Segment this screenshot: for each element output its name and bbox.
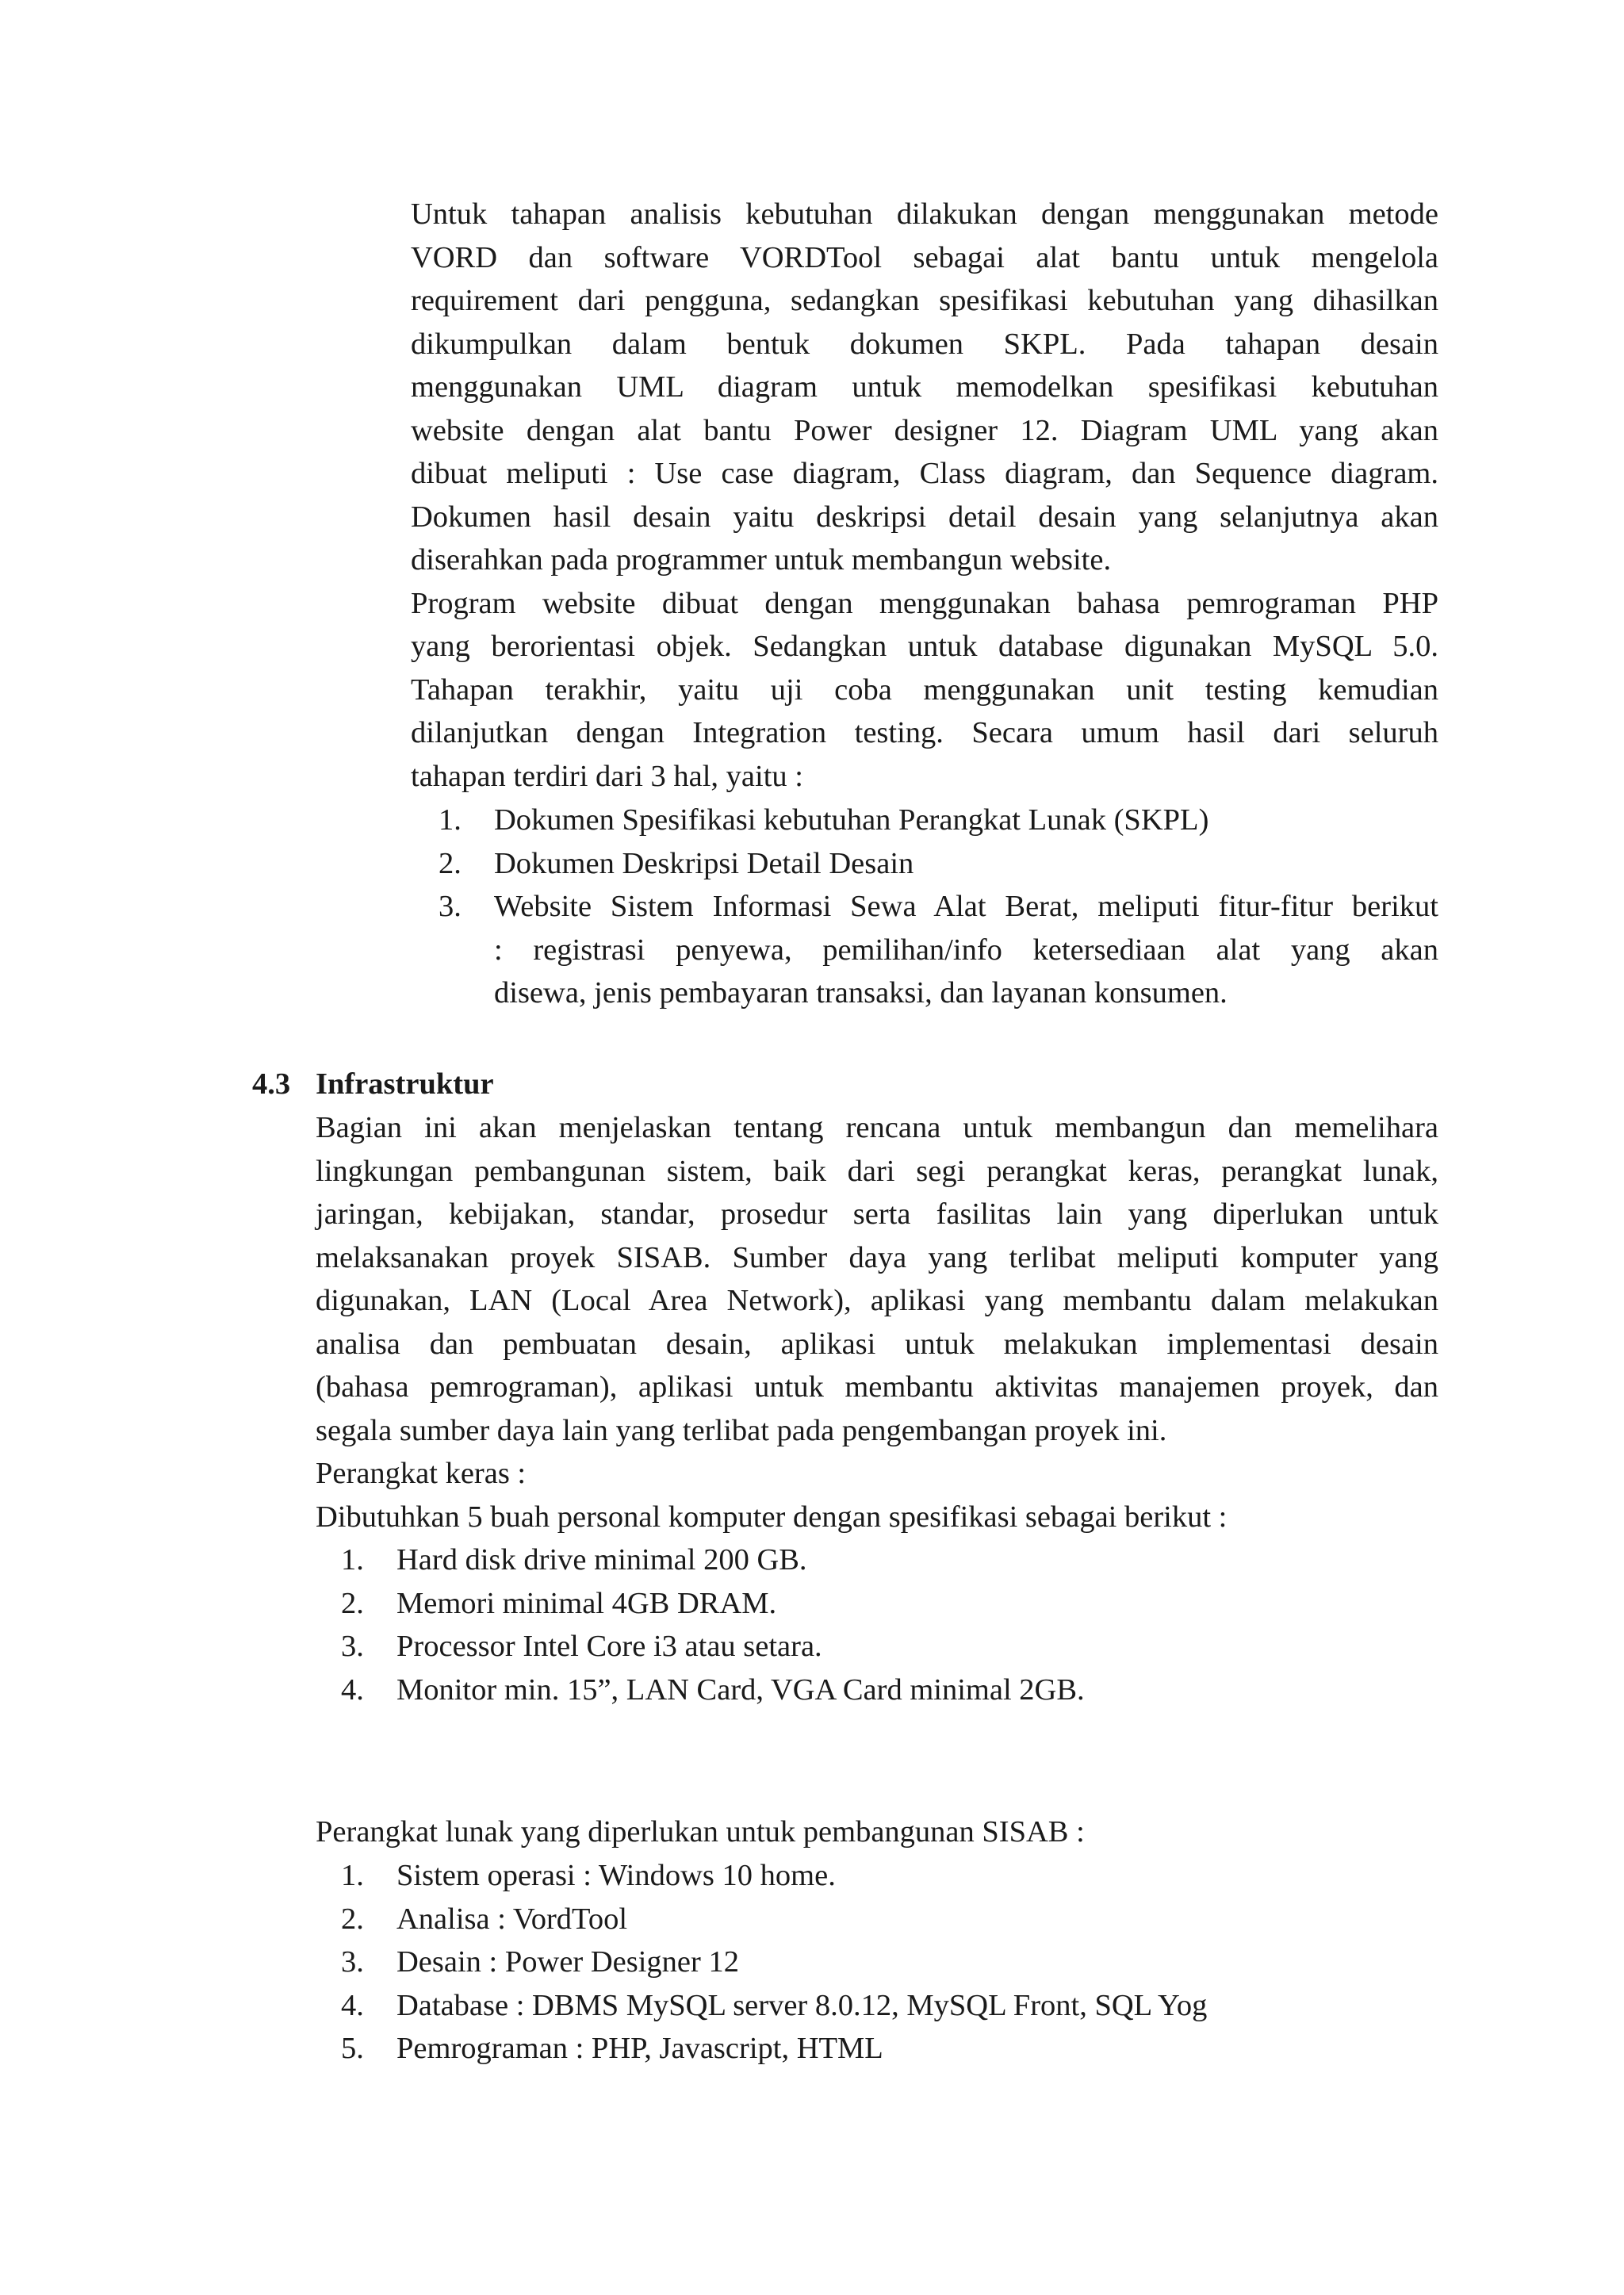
list-text: Pemrograman : PHP, Javascript, HTML — [396, 2032, 883, 2065]
list-number: 2. — [341, 1902, 364, 1936]
list-number: 1. — [341, 1543, 364, 1577]
hardware-label: Perangkat keras : — [316, 1457, 527, 1490]
list-item — [341, 2027, 1438, 2071]
text-line: analisa dan pembuatan desain, aplikasi untuk melakukan implementasi desain — [316, 1327, 1438, 1361]
list-number: 4. — [341, 1672, 364, 1707]
text-line: requirement dari pengguna, sedangkan spesifikasi kebutuhan yang dihasilkan — [411, 284, 1438, 317]
text-line: yang berorientasi objek. Sedangkan untuk database digunakan MySQL 5.0. — [411, 630, 1438, 663]
list-software — [341, 1854, 1438, 2071]
text-line: lingkungan pembangunan sistem, baik dari segi perangkat keras, perangkat lunak, — [316, 1154, 1438, 1188]
text-line: dilanjutkan dengan Integration testing. Secara umum hasil dari seluruh — [411, 716, 1438, 749]
list-text-line: Website Sistem Informasi Sewa Alat Berat, meliputi fitur-fitur berikut — [494, 890, 1438, 923]
text-line: digunakan, LAN (Local Area Network), aplikasi yang membantu dalam melakukan — [316, 1284, 1438, 1317]
text-line: dikumpulkan dalam bentuk dokumen SKPL. Pada tahapan desain — [411, 327, 1438, 361]
text-line: Untuk tahapan analisis kebutuhan dilakukan dengan menggunakan metode — [411, 197, 1438, 231]
software-intro — [316, 1810, 1438, 1854]
list-text: Monitor min. 15”, LAN Card, VGA Card minimal 2GB. — [396, 1672, 1085, 1707]
list-number: 1. — [439, 803, 462, 837]
section-title: Infrastruktur — [316, 1067, 494, 1101]
list-text-line: disewa, jenis pembayaran transaksi, dan layanan konsumen. — [494, 976, 1228, 1010]
text-line: segala sumber daya lain yang terlibat pada pengembangan proyek ini. — [316, 1413, 1167, 1447]
list-text: Memori minimal 4GB DRAM. — [396, 1586, 777, 1620]
paragraph-development-stages — [411, 193, 1438, 798]
list-number: 2. — [341, 1586, 364, 1620]
list-number: 2. — [439, 846, 462, 880]
list-item — [341, 1582, 1438, 1626]
list-text: Dokumen Deskripsi Detail Desain — [494, 846, 914, 880]
list-deliverables — [439, 799, 1438, 1015]
list-text: Analisa : VordTool — [396, 1902, 628, 1936]
text-line: VORD dan software VORDTool sebagai alat bantu untuk mengelola — [411, 240, 1438, 274]
list-number: 4. — [341, 1988, 364, 2022]
list-item — [341, 1625, 1438, 1669]
text-line: tahapan terdiri dari 3 hal, yaitu : — [411, 759, 803, 793]
text-line: Bagian ini akan menjelaskan tentang rencana untuk membangun dan memelihara — [316, 1111, 1438, 1144]
list-item — [341, 1538, 1438, 1582]
list-text: Dokumen Spesifikasi kebutuhan Perangkat Lunak (SKPL) — [494, 803, 1209, 837]
text-line: jaringan, kebijakan, standar, prosedur serta fasilitas lain yang diperlukan untuk — [316, 1197, 1438, 1231]
list-text: Hard disk drive minimal 200 GB. — [396, 1543, 807, 1577]
text-line: melaksanakan proyek SISAB. Sumber daya yang terlibat meliputi komputer yang — [316, 1240, 1438, 1274]
text-line: Program website dibuat dengan menggunakan bahasa pemrograman PHP — [411, 586, 1438, 620]
list-item — [439, 799, 1438, 842]
list-hardware — [341, 1538, 1438, 1711]
list-text: Desain : Power Designer 12 — [396, 1945, 739, 1979]
list-item — [341, 1669, 1438, 1712]
list-number: 3. — [341, 1945, 364, 1979]
list-text-line: : registrasi penyewa, pemilihan/info ketersediaan alat yang akan — [494, 933, 1438, 967]
list-text: Database : DBMS MySQL server 8.0.12, MySQL Front, SQL Yog — [396, 1988, 1208, 2022]
section-number: 4.3 — [252, 1067, 291, 1101]
list-text-block — [494, 885, 1438, 1015]
text-line: dibuat meliputi : Use case diagram, Class diagram, dan Sequence diagram. — [411, 457, 1438, 490]
list-item — [341, 1898, 1438, 1941]
text-line: diserahkan pada programmer untuk membangun website. — [411, 543, 1112, 577]
list-item — [439, 885, 1438, 1015]
section-heading — [252, 1063, 887, 1106]
hardware-intro: Dibutuhkan 5 buah personal komputer dengan spesifikasi sebagai berikut : — [316, 1500, 1228, 1534]
list-item — [341, 1941, 1438, 1984]
list-number: 5. — [341, 2032, 364, 2065]
text-line: menggunakan UML diagram untuk memodelkan spesifikasi kebutuhan — [411, 370, 1438, 404]
list-number: 3. — [439, 890, 462, 923]
list-item — [341, 1854, 1438, 1898]
list-text: Sistem operasi : Windows 10 home. — [396, 1859, 836, 1892]
list-number: 1. — [341, 1859, 364, 1892]
text-line: Dokumen hasil desain yaitu deskripsi detail desain yang selanjutnya akan — [411, 500, 1438, 534]
list-text: Processor Intel Core i3 atau setara. — [396, 1630, 822, 1663]
text-line: Perangkat lunak yang diperlukan untuk pembangunan SISAB : — [316, 1815, 1085, 1849]
text-line: (bahasa pemrograman), aplikasi untuk membantu aktivitas manajemen proyek, dan — [316, 1370, 1438, 1404]
list-number: 3. — [341, 1630, 364, 1663]
list-item — [341, 1984, 1438, 2028]
list-item — [439, 842, 1438, 886]
text-line: Tahapan terakhir, yaitu uji coba menggunakan unit testing kemudian — [411, 672, 1438, 707]
paragraph-infrastructure — [316, 1106, 1438, 1538]
text-line: website dengan alat bantu Power designer 12. Diagram UML yang akan — [411, 413, 1438, 447]
